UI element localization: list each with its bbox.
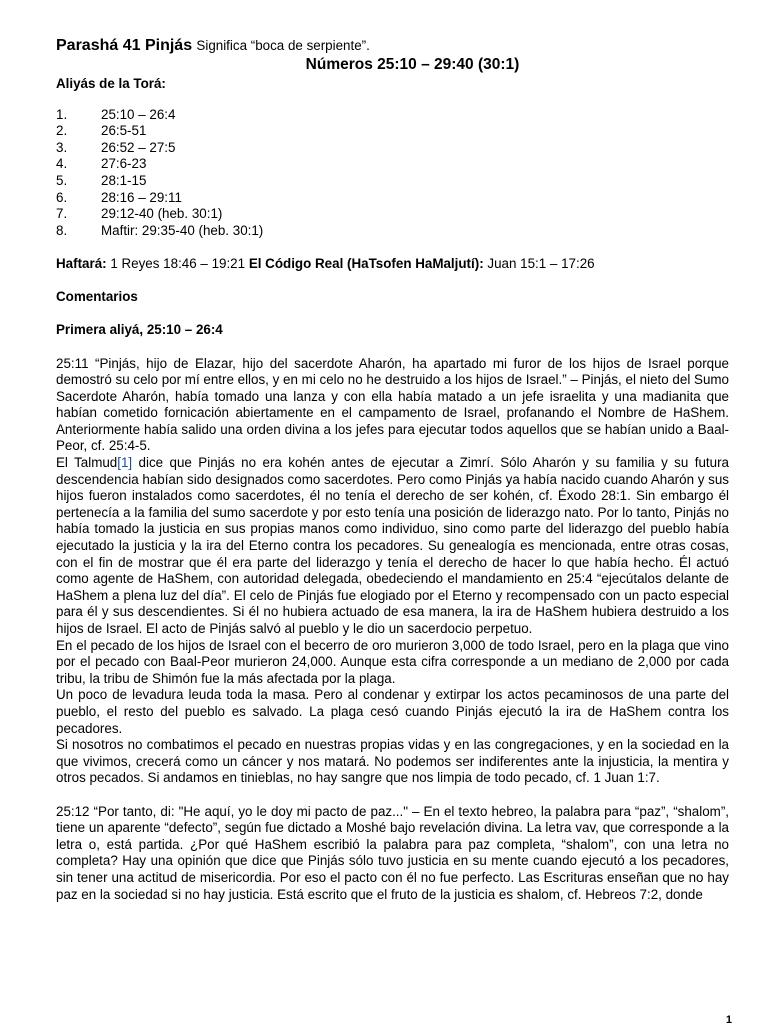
paragraph: 25:11 “Pinjás, hijo de Elazar, hijo del sacerdote Aharón, ha apartado mi furor de los hijos de Israel porque demostró su celo por mí entre ellos, y en mi celo no he destruido a los hijos de Israel.” – Pinjás, el nieto del Sumo Sacerdote Aharón, había tomado una lanza y con ella había matado a un jefe israelita y una madianita que habían cometido fornicación abiertamente en el campamento de Israel, profanando el Nombre de HaShem. Anteriormente había salido una orden divina a los jefes para ejecutar todos aquellos que se habían unido a Baal-Peor, cf. 25:4-5. xyxy=(56,355,729,454)
title-line xyxy=(56,36,729,55)
parasha-title: Parashá 41 Pinjás xyxy=(56,37,193,54)
list-item: 6. 28:16 – 29:11 xyxy=(56,189,182,205)
scripture-reference: Números 25:10 – 29:40 (30:1) xyxy=(305,56,520,73)
footnote-link[interactable]: [1] xyxy=(117,455,133,471)
list-item: 5. 28:1-15 xyxy=(56,172,147,188)
paragraph: El Talmud[1] dice que Pinjás no era kohén antes de ejecutar a Zimrí. Sólo Aharón y su familia y su futura descendencia habían sido designados como sacerdotes. Pero como Pinjás ya había nacido cuando Aharón y sus hijos fueron instalados como sacerdotes, él no tenía el derecho de ser kohén, cf. Éxodo 28:1. Sin embargo él pertenecía a la familia del sumo sacerdote y por esto tenía una posición de liderazgo nato. Por lo tanto, Pinjás no había tomado la justicia en sus propias manos como individuo, sino como parte del liderazgo del pueblo había ejecutado la justicia y la ira del Eterno contra los pecadores. Su genealogía es mencionada, entre otras cosas, con el fin de mostrar que él era parte del liderazgo y tenía el derecho de hacer lo que había hecho. Él actuó como agente de HaShem, con autoridad delegada, obedeciendo el mandamiento en 25:4 “ejecútalos delante de HaShem a plena luz del día”. El celo de Pinjás fue elogiado por el Eterno y recompensado con un pacto especial para él y sus descendientes. Si él no hubiera actuado de esa manera, la ira de HaShem hubiera destruido a los hijos de Israel. El acto de Pinjás salvó al pueblo y le dio un sacerdocio perpetuo. xyxy=(56,455,729,636)
section-heading: Primera aliyá, 25:10 – 26:4 xyxy=(56,322,223,338)
list-item: 7. 29:12-40 (heb. 30:1) xyxy=(56,206,223,222)
list-item: 4. 27:6-23 xyxy=(56,156,147,172)
list-item: 3. 26:52 – 27:5 xyxy=(56,139,176,155)
aliyot-list xyxy=(56,107,729,240)
list-item: 8. Maftir: 29:35-40 (heb. 30:1) xyxy=(56,222,264,238)
list-item: 2. 26:5-51 xyxy=(56,123,147,139)
haftara-label: Haftará: xyxy=(56,255,107,271)
page-number: 1 xyxy=(725,1014,732,1026)
haftara-line xyxy=(56,256,729,273)
document-page xyxy=(56,36,729,903)
comentarios-heading: Comentarios xyxy=(56,289,138,305)
aliyot-heading: Aliyás de la Torá: xyxy=(56,76,166,91)
code-label: El Código Real (HaTsofen HaMaljutí): xyxy=(248,255,484,271)
haftara-reference: 1 Reyes 18:46 – 19:21 xyxy=(106,255,249,271)
paragraph: En el pecado de los hijos de Israel con el becerro de oro murieron 3,000 de todo Israel, pero en la plaga que vino por el pecado con Baal-Peor murieron 24,000. Aunque esta cifra corresponde a un mediano de 2,000 por cada tribu, la tribu de Shimón fue la más afectada por la plaga. xyxy=(56,637,729,686)
list-item: 1. 25:10 – 26:4 xyxy=(56,106,176,122)
paragraph: Si nosotros no combatimos el pecado en nuestras propias vidas y en las congregaciones, y en la sociedad en la que vivimos, crecerá como un cáncer y nos matará. No podemos ser indiferentes ante la injusticia, la mentira y otros pecados. Si andamos en tinieblas, no hay sangre que nos limpia de todo pecado, cf. 1 Juan 1:7. xyxy=(56,737,729,786)
parasha-subtitle: Significa “boca de serpiente”. xyxy=(196,38,370,53)
paragraph: Un poco de levadura leuda toda la masa. Pero al condenar y extirpar los actos pecaminosos de una parte del pueblo, el resto del pueblo es salvado. La plaga cesó cuando Pinjás ejecutó la ira de HaShem contra los pecadores. xyxy=(56,687,729,736)
paragraph: 25:12 “Por tanto, di: "He aquí, yo le doy mi pacto de paz..." – En el texto hebreo, la palabra para “paz”, “shalom”, tiene un aparente “defecto”, según fue dictado a Moshé bajo revelación divina. La letra vav, que corresponde a la letra o, está partida. ¿Por qué HaShem escribió la palabra para paz completa, “shalom”, con una letra no completa? Hay una opinión que dice que Pinjás sólo tuvo justicia en su mente cuando ejecutó a los pecadores, sin tener una actitud de misericordia. Por eso el pacto con él no fue perfecto. Las Escrituras enseñan que no hay paz en la sociedad si no hay justicia. Está escrito que el fruto de la justicia es shalom, cf. Hebreos 7:2, donde xyxy=(56,803,729,902)
code-reference: Juan 15:1 – 17:26 xyxy=(483,255,595,271)
